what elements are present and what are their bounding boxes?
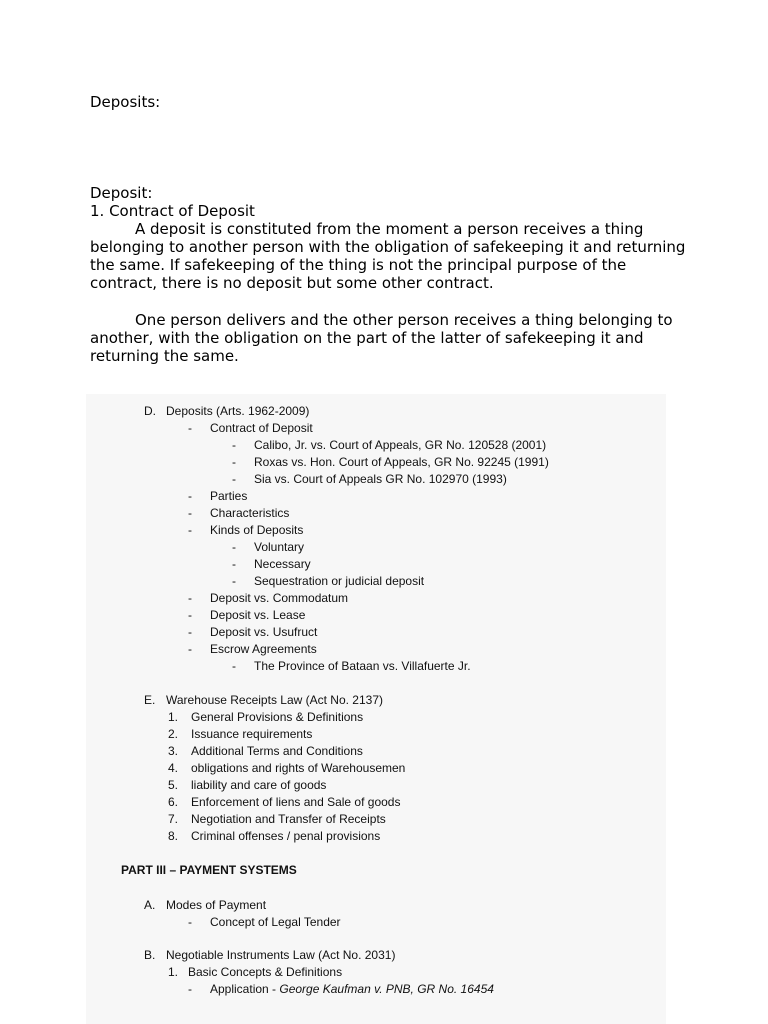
- case-citation: Calibo, Jr. vs. Court of Appeals, GR No. 120528 (2001): [254, 438, 547, 452]
- dash-bullet: -: [188, 608, 192, 622]
- dash-bullet: -: [188, 915, 192, 929]
- dash-bullet: -: [188, 591, 192, 605]
- dash-bullet: -: [232, 472, 236, 486]
- paragraph-1: A deposit is constituted from the moment a person receives a thing belonging to another person with the obligation of safekeeping it and returning the same. If safekeeping of the thing is not the principal purpose of the contract, there is no deposit but some other contract.: [90, 220, 686, 292]
- outline-item: Concept of Legal Tender: [210, 915, 341, 929]
- outline-item: Parties: [210, 489, 248, 503]
- list-number: 1.: [168, 965, 179, 979]
- dash-bullet: -: [188, 489, 192, 503]
- list-item: Enforcement of liens and Sale of goods: [191, 795, 401, 809]
- list-number: 3.: [168, 744, 179, 758]
- application-line: [210, 982, 494, 996]
- list-number: 1.: [168, 710, 179, 724]
- list-item: Issuance requirements: [191, 727, 313, 741]
- dash-bullet: -: [232, 455, 236, 469]
- outline-subitem: Voluntary: [254, 540, 305, 554]
- outline-d-title: Deposits (Arts. 1962-2009): [166, 404, 310, 418]
- outline-item: Deposit vs. Lease: [210, 608, 306, 622]
- list-number: 2.: [168, 727, 179, 741]
- list-number: 4.: [168, 761, 179, 775]
- outline-marker: E.: [144, 693, 156, 707]
- outline-marker: B.: [144, 948, 156, 962]
- outline-item: Escrow Agreements: [210, 642, 317, 656]
- outline-item: Kinds of Deposits: [210, 523, 304, 537]
- part-heading: PART III – PAYMENT SYSTEMS: [121, 863, 297, 877]
- list-number: 8.: [168, 829, 179, 843]
- outline-a-title: Modes of Payment: [166, 898, 267, 912]
- list-item: Negotiation and Transfer of Receipts: [191, 812, 386, 826]
- outline-subitem: Necessary: [254, 557, 311, 571]
- scanned-outline-image: [86, 394, 666, 1024]
- outline-item: Contract of Deposit: [210, 421, 313, 435]
- list-number: 5.: [168, 778, 179, 792]
- heading-deposits: Deposits:: [90, 93, 161, 111]
- outline-item: Deposit vs. Usufruct: [210, 625, 318, 639]
- case-citation: The Province of Bataan vs. Villafuerte Jr.: [254, 659, 471, 673]
- list-item: Basic Concepts & Definitions: [188, 965, 343, 979]
- paragraph-2: One person delivers and the other person receives a thing belonging to another, with the obligation on the part of the latter of safekeeping it and returning the same.: [90, 311, 673, 365]
- outline-e-title: Warehouse Receipts Law (Act No. 2137): [166, 693, 383, 707]
- subheading-deposit: Deposit:: [90, 184, 153, 202]
- dash-bullet: -: [232, 557, 236, 571]
- dash-bullet: -: [232, 438, 236, 452]
- case-citation: Sia vs. Court of Appeals GR No. 102970 (1993): [254, 472, 507, 486]
- case-citation: Roxas vs. Hon. Court of Appeals, GR No. 92245 (1991): [254, 455, 549, 469]
- dash-bullet: -: [232, 574, 236, 588]
- outline-marker: D.: [144, 404, 156, 418]
- dash-bullet: -: [188, 506, 192, 520]
- outline-marker: A.: [144, 898, 156, 912]
- dash-bullet: -: [188, 523, 192, 537]
- list-item: General Provisions & Definitions: [191, 710, 364, 724]
- list-item: obligations and rights of Warehousemen: [191, 761, 406, 775]
- dash-bullet: -: [232, 540, 236, 554]
- list-number: 7.: [168, 812, 179, 826]
- list-item: liability and care of goods: [191, 778, 327, 792]
- application-label: Application -: [210, 982, 280, 996]
- list-item: Criminal offenses / penal provisions: [191, 829, 381, 843]
- outline-item: Deposit vs. Commodatum: [210, 591, 349, 605]
- dash-bullet: -: [188, 982, 192, 996]
- list-number: 6.: [168, 795, 179, 809]
- dash-bullet: -: [188, 642, 192, 656]
- dash-bullet: -: [232, 659, 236, 673]
- outline-item: Characteristics: [210, 506, 290, 520]
- dash-bullet: -: [188, 421, 192, 435]
- case-citation: George Kaufman v. PNB, GR No. 16454: [279, 982, 494, 996]
- section-title: 1. Contract of Deposit: [90, 202, 255, 220]
- outline-subitem: Sequestration or judicial deposit: [254, 574, 425, 588]
- list-item: Additional Terms and Conditions: [191, 744, 363, 758]
- dash-bullet: -: [188, 625, 192, 639]
- outline-b-title: Negotiable Instruments Law (Act No. 2031): [166, 948, 396, 962]
